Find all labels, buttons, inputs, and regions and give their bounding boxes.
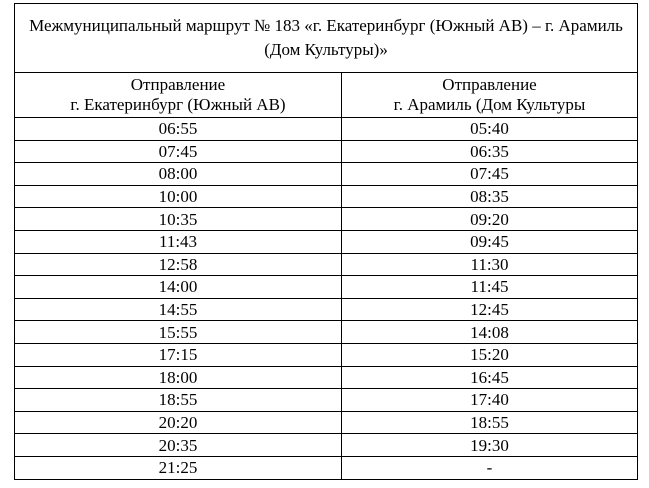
schedule-rows bbox=[15, 118, 638, 480]
departure-aramil-time: 12:45 bbox=[342, 298, 638, 321]
table-row bbox=[15, 366, 638, 389]
table-row bbox=[15, 163, 638, 186]
departure-aramil-time: - bbox=[342, 456, 638, 479]
schedule-table bbox=[14, 3, 638, 480]
table-row bbox=[15, 456, 638, 479]
table-row bbox=[15, 343, 638, 366]
table-row bbox=[15, 276, 638, 299]
departure-ekaterinburg-time: 18:55 bbox=[15, 389, 342, 412]
departure-aramil-time: 19:30 bbox=[342, 434, 638, 457]
column-header-label: Отправление bbox=[442, 75, 537, 94]
departure-ekaterinburg-time: 20:20 bbox=[15, 411, 342, 434]
departure-ekaterinburg-time: 10:35 bbox=[15, 208, 342, 231]
column-header-stop: г. Екатеринбург (Южный АВ) bbox=[70, 95, 286, 114]
table-row bbox=[15, 208, 638, 231]
departure-ekaterinburg-time: 15:55 bbox=[15, 321, 342, 344]
table-row bbox=[15, 411, 638, 434]
departure-aramil-time: 17:40 bbox=[342, 389, 638, 412]
column-header-ekaterinburg bbox=[15, 73, 342, 118]
column-header-aramil bbox=[342, 73, 638, 118]
table-row bbox=[15, 253, 638, 276]
departure-ekaterinburg-time: 21:25 bbox=[15, 456, 342, 479]
departure-aramil-time: 18:55 bbox=[342, 411, 638, 434]
departure-ekaterinburg-time: 14:00 bbox=[15, 276, 342, 299]
departure-ekaterinburg-time: 10:00 bbox=[15, 185, 342, 208]
table-row bbox=[15, 230, 638, 253]
column-header-stop: г. Арамиль (Дом Культуры bbox=[393, 95, 586, 114]
table-row bbox=[15, 389, 638, 412]
departure-aramil-time: 08:35 bbox=[342, 185, 638, 208]
table-row bbox=[15, 298, 638, 321]
departure-ekaterinburg-time: 11:43 bbox=[15, 230, 342, 253]
table-row bbox=[15, 185, 638, 208]
departure-aramil-time: 09:45 bbox=[342, 230, 638, 253]
departure-ekaterinburg-time: 14:55 bbox=[15, 298, 342, 321]
departure-aramil-time: 15:20 bbox=[342, 343, 638, 366]
departure-ekaterinburg-time: 18:00 bbox=[15, 366, 342, 389]
table-row bbox=[15, 321, 638, 344]
departure-ekaterinburg-time: 08:00 bbox=[15, 163, 342, 186]
departure-aramil-time: 09:20 bbox=[342, 208, 638, 231]
departure-ekaterinburg-time: 17:15 bbox=[15, 343, 342, 366]
table-row bbox=[15, 118, 638, 141]
departure-aramil-time: 16:45 bbox=[342, 366, 638, 389]
departure-ekaterinburg-time: 06:55 bbox=[15, 118, 342, 141]
column-header-label: Отправление bbox=[130, 75, 226, 94]
departure-aramil-time: 11:30 bbox=[342, 253, 638, 276]
table-row bbox=[15, 140, 638, 163]
departure-aramil-time: 11:45 bbox=[342, 276, 638, 299]
departure-aramil-time: 06:35 bbox=[342, 140, 638, 163]
departure-ekaterinburg-time: 20:35 bbox=[15, 434, 342, 457]
table-row bbox=[15, 434, 638, 457]
departure-aramil-time: 14:08 bbox=[342, 321, 638, 344]
departure-ekaterinburg-time: 12:58 bbox=[15, 253, 342, 276]
departure-ekaterinburg-time: 07:45 bbox=[15, 140, 342, 163]
departure-aramil-time: 05:40 bbox=[342, 118, 638, 141]
title-row bbox=[15, 4, 638, 73]
header-row bbox=[15, 73, 638, 118]
departure-aramil-time: 07:45 bbox=[342, 163, 638, 186]
route-title: Межмуниципальный маршрут № 183 «г. Екатеринбург (Южный АВ) – г. Арамиль (Дом Культуры)» bbox=[15, 4, 638, 73]
